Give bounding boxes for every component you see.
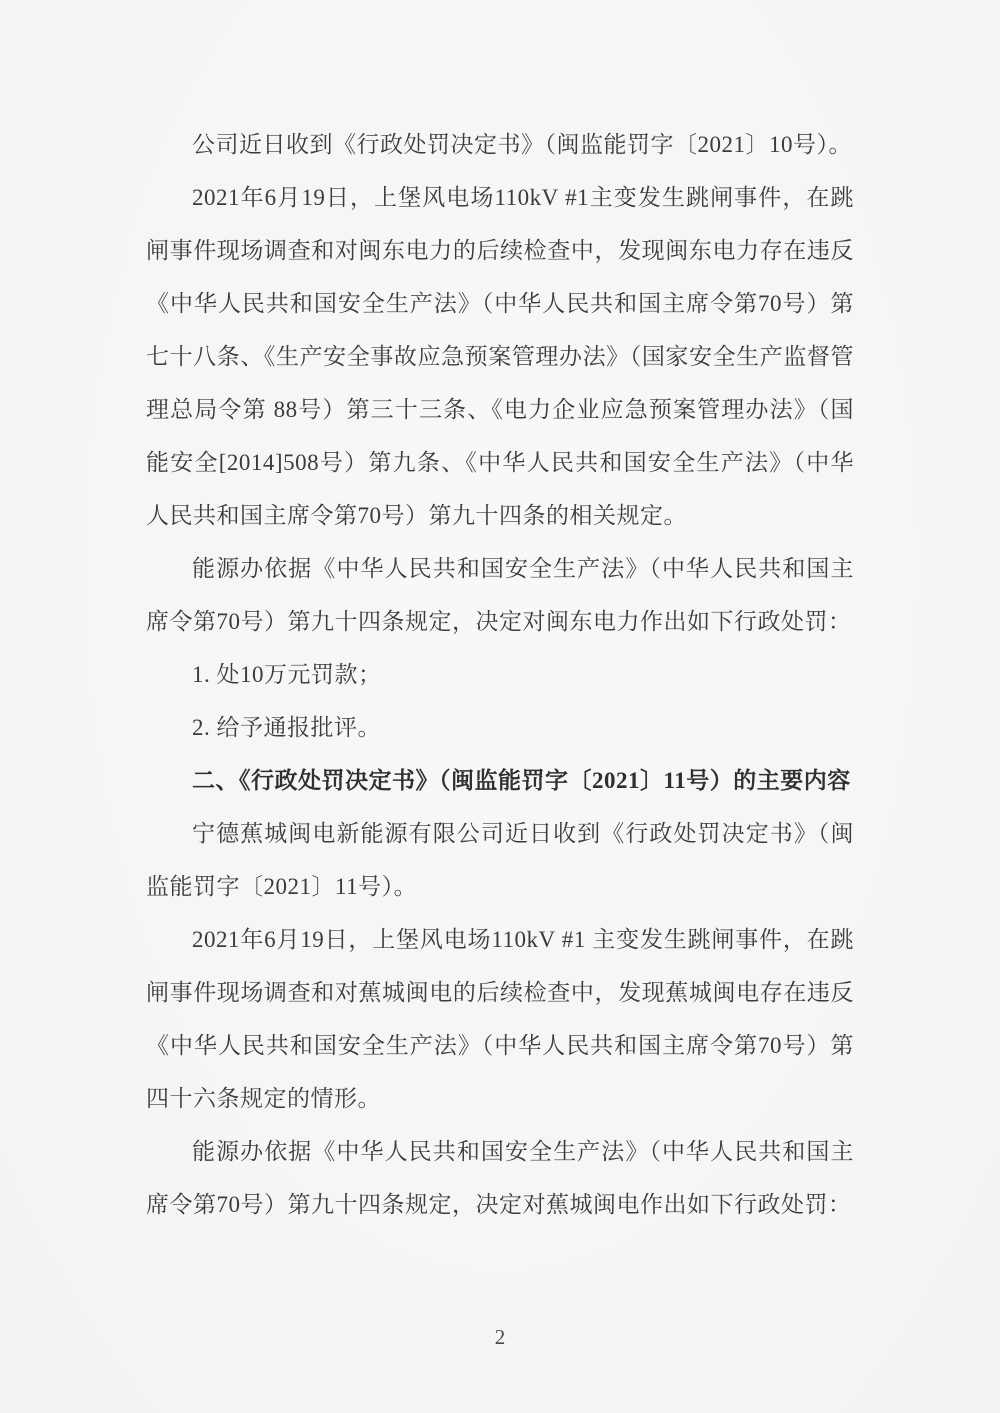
document-body xyxy=(146,118,854,1231)
penalty-item-2-criticism: 2. 给予通报批评。 xyxy=(192,715,381,740)
paragraph-penalty10-incident-violations: 2021年6月19日，上堡风电场110kV #1主变发生跳闸事件，在跳闸事件现场调查和对闽东电力的后续检查中，发现闽东电力存在违反《中华人民共和国安全生产法》（中华人民共和国主席令第70号）第七十八条、《生产安全事故应急预案管理办法》（国家安全生产监督管理总局令第 88号）第三十三条、《电力企业应急预案管理办法》（国能安全[2014]508号）第九条、《中华人民共和国安全生产法》（中华人民共和国主席令第70号）第九十四条的相关规定。 xyxy=(146,185,854,528)
paragraph-penalty11-decision-basis: 能源办依据《中华人民共和国安全生产法》（中华人民共和国主席令第70号）第九十四条规定，决定对蕉城闽电作出如下行政处罚： xyxy=(146,1139,854,1217)
section-heading-penalty11: 二、《行政处罚决定书》（闽监能罚字〔2021〕11号）的主要内容 xyxy=(192,768,851,793)
paragraph-penalty11-receipt: 宁德蕉城闽电新能源有限公司近日收到《行政处罚决定书》（闽监能罚字〔2021〕11号）。 xyxy=(146,821,854,899)
page-number: 2 xyxy=(494,1325,506,1349)
paragraph-penalty11-incident-violations: 2021年6月19日，上堡风电场110kV #1 主变发生跳闸事件，在跳闸事件现场调查和对蕉城闽电的后续检查中，发现蕉城闽电存在违反《中华人民共和国安全生产法》（中华人民共和国主席令第70号）第四十六条规定的情形。 xyxy=(146,927,854,1111)
paragraph-penalty10-decision-basis: 能源办依据《中华人民共和国安全生产法》（中华人民共和国主席令第70号）第九十四条规定，决定对闽东电力作出如下行政处罚： xyxy=(146,556,854,634)
penalty-item-1-fine: 1. 处10万元罚款； xyxy=(192,662,382,687)
paragraph-penalty10-receipt: 公司近日收到《行政处罚决定书》（闽监能罚字〔2021〕10号）。 xyxy=(192,132,852,157)
